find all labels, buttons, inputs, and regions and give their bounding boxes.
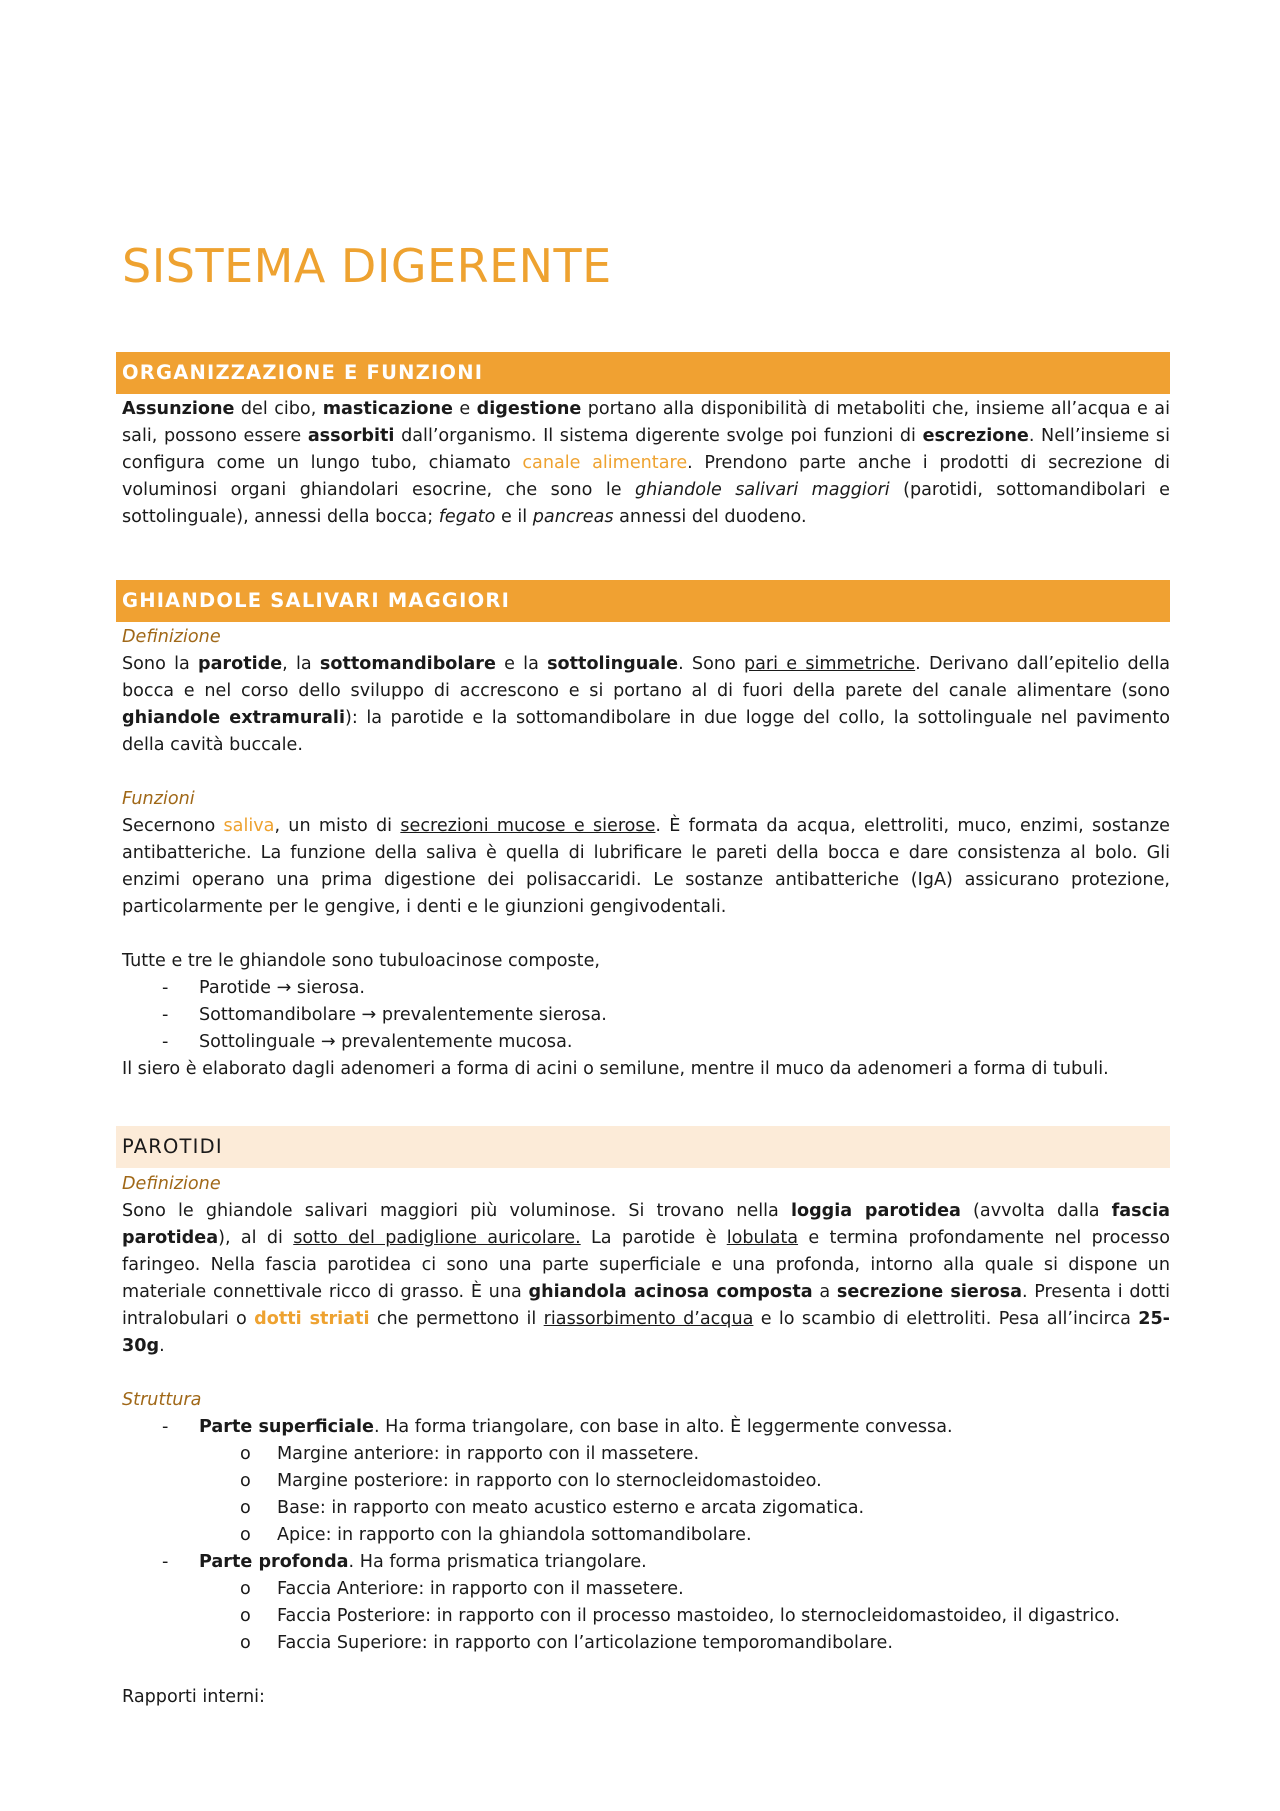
subheading-definizione: Definizione xyxy=(122,627,221,647)
list-item-parte-profonda: - Parte profonda. Ha forma prismatica triangolare. xyxy=(122,1549,1170,1576)
paragraph: Secernono saliva, un misto di secrezioni mucose e sierose. È formata da acqua, elettroliti, muco, enzimi, sostanze antibatteriche. La funzione della saliva è quella di lubrificare le pareti della bocca e dare consistenza al bolo. Gli enzimi operano una prima digestione dei polisaccaridi. Le sostanze antibatteriche (IgA) assicurano protezione, particolarmente per le gengive, i denti e le giunzioni gengivodentali. xyxy=(122,816,1170,917)
paragraph: Sono le ghiandole salivari maggiori più voluminose. Si trovano nella loggia parotidea (avvolta dalla fascia parotidea), al di sotto del padiglione auricolare. La parotide è lobulata e termina profondamente nel processo faringeo. Nella fascia parotidea ci sono una parte superficiale e una profonda, intorno alla quale si dispone un materiale connettivale ricco di grasso. È una ghiandola acinosa composta a secrezione sierosa. Presenta i dotti intralobulari o dotti striati che permettono il riassorbimento d’acqua e lo scambio di elettroliti. Pesa all’incirca 25-30g. xyxy=(122,1201,1170,1356)
section-body-organizzazione xyxy=(122,396,1170,531)
section-body-parotidi xyxy=(122,1171,1170,1711)
list-item: - Sottomandibolare → prevalentemente sierosa. xyxy=(122,1002,1170,1029)
paragraph: Sono la parotide, la sottomandibolare e la sottolinguale. Sono pari e simmetriche. Derivano dall’epitelio della bocca e nel corso dello sviluppo di accrescono e si portano al di fuori della parete del canale alimentare (sono ghiandole extramurali): la parotide e la sottomandibolare in due logge del collo, la sottolinguale nel pavimento della cavità buccale. xyxy=(122,654,1171,755)
list-item: - Sottolinguale → prevalentemente mucosa. xyxy=(122,1029,1170,1056)
paragraph: Il siero è elaborato dagli adenomeri a forma di acini o semilune, mentre il muco da adenomeri a forma di tubuli. xyxy=(122,1059,1109,1079)
list-item: o Faccia Superiore: in rapporto con l’articolazione temporomandibolare. xyxy=(122,1630,1170,1657)
list-item: - Parotide → sierosa. xyxy=(122,975,1170,1002)
page-title: SISTEMA DIGERENTE xyxy=(122,239,612,293)
section-heading-ghiandole: GHIANDOLE SALIVARI MAGGIORI xyxy=(116,580,1170,622)
list-item: o Margine posteriore: in rapporto con lo sternocleidomastoideo. xyxy=(122,1468,1170,1495)
subheading-definizione: Definizione xyxy=(122,1174,221,1194)
list-item: o Apice: in rapporto con la ghiandola sottomandibolare. xyxy=(122,1522,1170,1549)
paragraph: Assunzione del cibo, masticazione e digestione portano alla disponibilità di metaboliti che, insieme all’acqua e ai sali, possono essere assorbiti dall’organismo. Il sistema digerente svolge poi funzioni di escrezione. Nell’insieme si configura come un lungo tubo, chiamato canale alimentare. Prendono parte anche i prodotti di secrezione di voluminosi organi ghiandolari esocrine, che sono le ghiandole salivari maggiori (parotidi, sottomandibolari e sottolinguale), annessi della bocca; fegato e il pancreas annessi del duodeno. xyxy=(122,399,1170,527)
gland-type-list xyxy=(122,975,1170,1056)
deep-relations-list xyxy=(122,1576,1170,1657)
list-item: o Base: in rapporto con meato acustico esterno e arcata zigomatica. xyxy=(122,1495,1170,1522)
list-item: o Margine anteriore: in rapporto con il massetere. xyxy=(122,1441,1170,1468)
subheading-struttura: Struttura xyxy=(122,1390,202,1410)
section-heading-organizzazione: ORGANIZZAZIONE E FUNZIONI xyxy=(116,352,1170,394)
paragraph: Tutte e tre le ghiandole sono tubuloacinose composte, xyxy=(122,951,600,971)
section-heading-parotidi: PAROTIDI xyxy=(116,1126,1170,1168)
list-item-parte-superficiale: - Parte superficiale. Ha forma triangolare, con base in alto. È leggermente convessa. xyxy=(122,1414,1170,1441)
section-body-ghiandole xyxy=(122,624,1170,1083)
subheading-funzioni: Funzioni xyxy=(122,789,195,809)
list-item: o Faccia Posteriore: in rapporto con il processo mastoideo, lo sternocleidomastoideo, il digastrico. xyxy=(122,1603,1170,1630)
list-item: o Faccia Anteriore: in rapporto con il massetere. xyxy=(122,1576,1170,1603)
superficial-relations-list xyxy=(122,1441,1170,1549)
paragraph: Rapporti interni: xyxy=(122,1687,265,1707)
